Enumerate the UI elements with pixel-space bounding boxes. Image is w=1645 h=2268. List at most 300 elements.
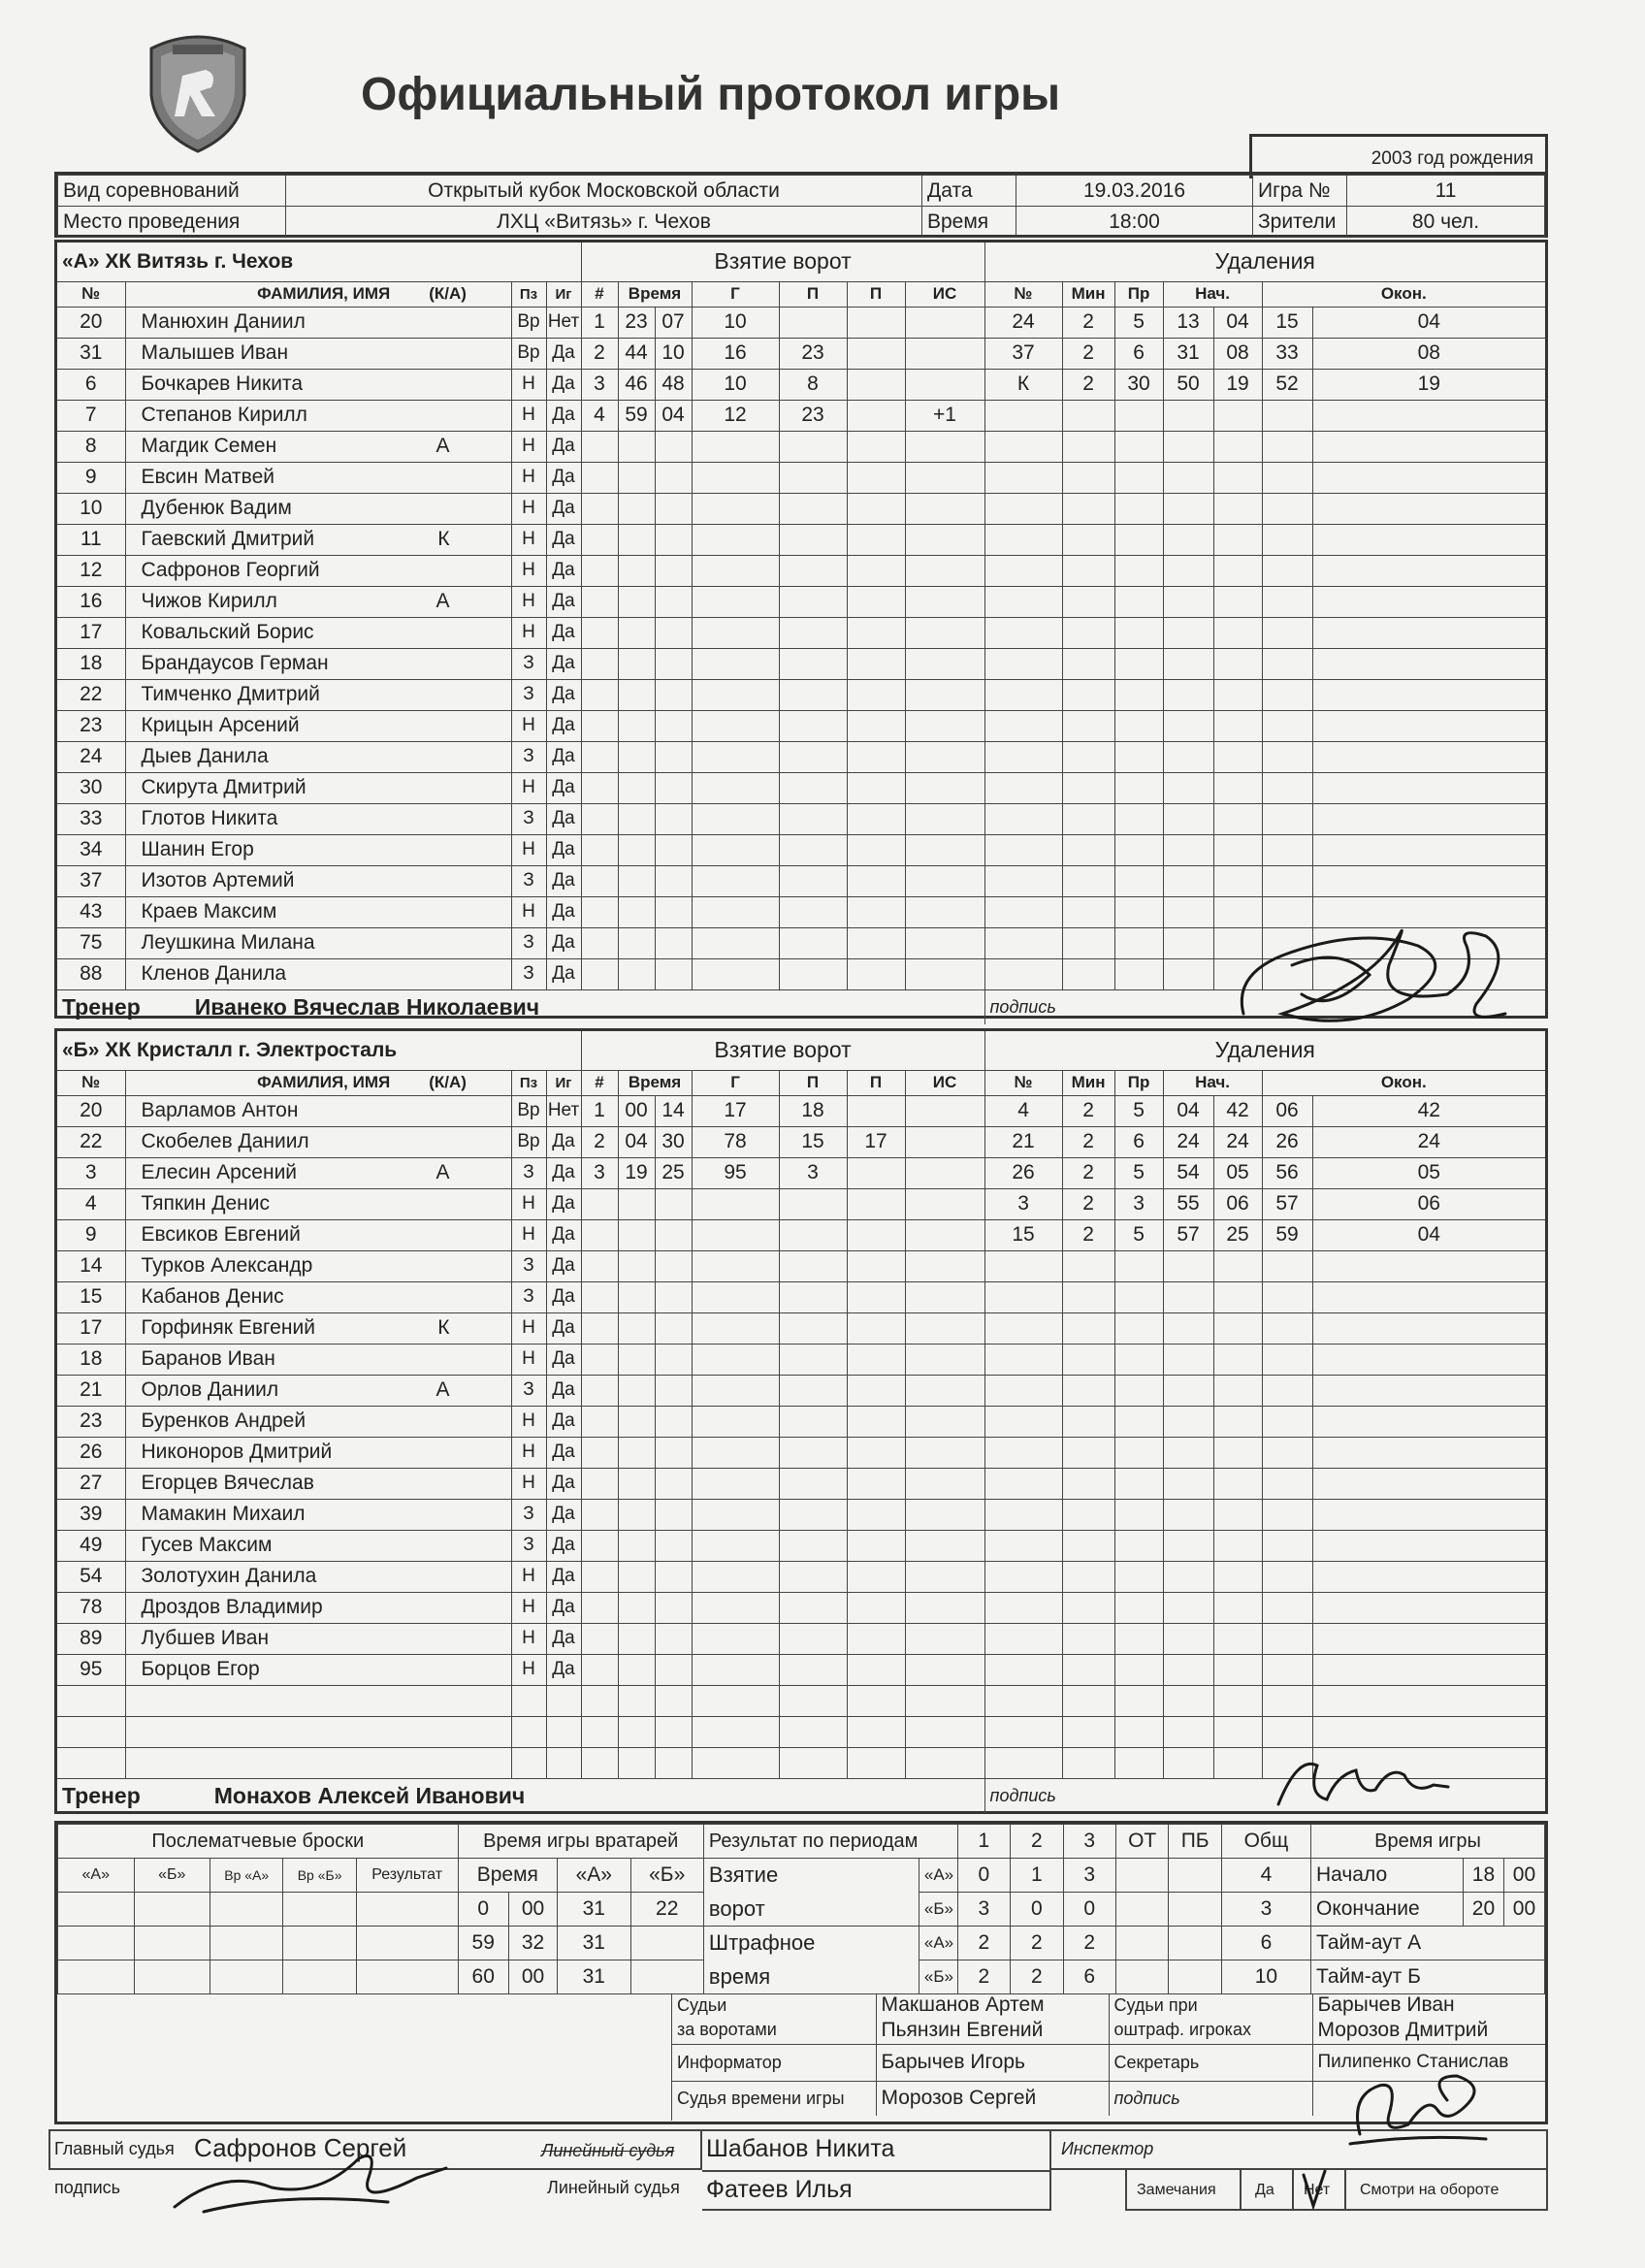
penalty-start-sec: 08 — [1213, 338, 1262, 369]
player-name-cell — [125, 307, 511, 338]
player-played: Да — [546, 586, 581, 617]
col-name — [125, 281, 511, 307]
goals-team-b: «Б» — [919, 1893, 957, 1927]
player-name: Малышев Иван — [141, 341, 289, 364]
player-row — [57, 1592, 1545, 1623]
venue-label: Место проведения — [58, 207, 286, 238]
player-row — [57, 431, 1545, 462]
col-pen-start: Нач. — [1163, 1070, 1262, 1095]
gk-row-3-sec: 00 — [508, 1960, 557, 1994]
goal-scorer: 12 — [692, 400, 779, 431]
player-name-cell — [125, 431, 511, 462]
penalty-end-min: 06 — [1262, 1095, 1312, 1126]
pim-a-pb — [1169, 1927, 1221, 1960]
player-position: Н — [511, 524, 546, 555]
col-no: № — [57, 281, 125, 307]
penalty-start-sec: 05 — [1213, 1157, 1262, 1188]
coach-sign-label: подпись — [989, 1785, 1056, 1805]
goal-scorer: 10 — [692, 307, 779, 338]
start-minute: 00 — [1503, 1859, 1544, 1893]
goal-minute: 44 — [618, 338, 655, 369]
player-name-cell — [125, 338, 511, 369]
pim-team-a: «А» — [919, 1927, 957, 1960]
col-pos: Пз — [511, 1070, 546, 1095]
pim-a-p2: 2 — [1011, 1927, 1063, 1960]
period-1-header: 1 — [957, 1825, 1010, 1859]
end-minute: 00 — [1503, 1893, 1544, 1927]
player-role: А — [435, 1378, 450, 1401]
player-number: 27 — [57, 1468, 125, 1499]
col-no: № — [57, 1070, 125, 1095]
birth-year: 2003 год рождения — [1371, 148, 1533, 169]
penalty-minutes: 2 — [1062, 1219, 1114, 1250]
player-position: З — [511, 958, 546, 989]
pim-b-total: 10 — [1221, 1960, 1310, 1994]
goals-b-pb — [1169, 1893, 1221, 1927]
penalty-end-sec: 24 — [1312, 1126, 1545, 1157]
player-row — [57, 1499, 1545, 1530]
player-number: 6 — [57, 369, 125, 400]
player-number: 18 — [57, 648, 125, 679]
player-position: Н — [511, 1406, 546, 1437]
player-name-cell — [125, 648, 511, 679]
player-name: Турков Александр — [141, 1254, 313, 1277]
goal-number: 2 — [581, 1126, 618, 1157]
gk-row-1-a: 31 — [558, 1893, 630, 1927]
player-played: Да — [546, 400, 581, 431]
player-name-cell — [125, 617, 511, 648]
player-name-cell — [125, 1375, 511, 1406]
player-number: 43 — [57, 896, 125, 927]
col-name-label: ФАМИЛИЯ, ИМЯ — [257, 284, 391, 303]
player-number: 95 — [57, 1654, 125, 1685]
col-assist-2: П — [847, 281, 905, 307]
player-position — [511, 1685, 546, 1716]
player-position: З — [511, 741, 546, 772]
player-name-cell — [125, 586, 511, 617]
gk-time-header: Время — [458, 1859, 558, 1893]
player-position: Н — [511, 1654, 546, 1685]
player-row — [57, 1406, 1545, 1437]
penalty-start-sec: 04 — [1213, 307, 1262, 338]
player-name-cell — [125, 555, 511, 586]
pim-b-p2: 2 — [1011, 1960, 1063, 1994]
goals-b-p2: 0 — [1011, 1893, 1063, 1927]
player-row — [57, 555, 1545, 586]
period-2-header: 2 — [1011, 1825, 1063, 1859]
secretary: Пилипенко Станислав — [1312, 2044, 1545, 2081]
goals-b-total: 3 — [1221, 1893, 1310, 1927]
goal-minute: 00 — [618, 1095, 655, 1126]
player-name: Скирута Дмитрий — [141, 776, 306, 798]
player-position: Н — [511, 772, 546, 803]
player-row — [57, 648, 1545, 679]
date-label: Дата — [922, 176, 1016, 207]
player-row — [57, 1095, 1545, 1126]
player-played: Да — [546, 679, 581, 710]
player-position: Н — [511, 1188, 546, 1219]
player-name: Бочкарев Никита — [141, 373, 303, 395]
player-number: 22 — [57, 1126, 125, 1157]
game-time-title: Время игры — [1310, 1825, 1544, 1859]
player-played: Да — [546, 1219, 581, 1250]
player-number: 20 — [57, 307, 125, 338]
goal-scorer: 16 — [692, 338, 779, 369]
player-name-cell — [125, 958, 511, 989]
player-row — [57, 1437, 1545, 1468]
penalty-judges-label-2: оштраф. игроках — [1109, 2017, 1312, 2044]
gk-row-1-min: 0 — [458, 1893, 508, 1927]
period-results-title: Результат по периодам — [703, 1825, 957, 1859]
col-ka-label: (К/А) — [429, 1073, 467, 1091]
player-position: Н — [511, 1592, 546, 1623]
goals-a-p3: 3 — [1063, 1859, 1115, 1893]
player-name-cell — [125, 927, 511, 958]
penalty-player: 21 — [984, 1126, 1062, 1157]
penalty-start-min: 50 — [1163, 369, 1213, 400]
goals-a-pb — [1169, 1859, 1221, 1893]
gk-a-header: «А» — [558, 1859, 630, 1893]
goals-title: Взятие ворот — [581, 243, 984, 281]
player-played: Да — [546, 462, 581, 493]
player-number: 11 — [57, 524, 125, 555]
goal-judge-2: Пьянзин Евгений — [876, 2017, 1109, 2044]
goal-assist-1: 18 — [779, 1095, 847, 1126]
player-number: 23 — [57, 1406, 125, 1437]
player-played: Да — [546, 648, 581, 679]
pim-label-2: время — [703, 1960, 919, 1994]
player-row — [57, 1654, 1545, 1685]
goals-label-1: Взятие — [703, 1859, 919, 1893]
player-position: З — [511, 865, 546, 896]
penalty-start-sec: 24 — [1213, 1126, 1262, 1157]
player-name-cell — [125, 1437, 511, 1468]
goal-scorer: 78 — [692, 1126, 779, 1157]
player-row — [57, 1344, 1545, 1375]
penalty-start-min: 13 — [1163, 307, 1213, 338]
game-no-value: 11 — [1347, 176, 1545, 207]
player-row — [57, 865, 1545, 896]
player-row — [57, 803, 1545, 834]
penalty-end-min: 26 — [1262, 1126, 1312, 1157]
player-name-cell — [125, 1126, 511, 1157]
coach-cell — [57, 989, 984, 1024]
player-name-cell — [125, 1157, 511, 1188]
competition-value: Открытый кубок Московской области — [286, 176, 922, 207]
player-number: 75 — [57, 927, 125, 958]
coach-sign-label: подпись — [989, 996, 1056, 1017]
player-played: Да — [546, 369, 581, 400]
overtime-header: ОТ — [1115, 1825, 1168, 1859]
player-name: Степанов Кирилл — [141, 404, 307, 426]
player-played: Да — [546, 1344, 581, 1375]
goal-number: 4 — [581, 400, 618, 431]
goal-assist-1 — [779, 307, 847, 338]
player-number: 17 — [57, 617, 125, 648]
goal-assist-2 — [847, 338, 905, 369]
chief-sign-label: подпись — [54, 2178, 121, 2197]
player-name-cell — [125, 1095, 511, 1126]
player-position: Н — [511, 462, 546, 493]
player-role: А — [435, 590, 450, 612]
player-played: Да — [546, 524, 581, 555]
secretary-signature-icon — [1340, 2057, 1496, 2154]
pim-a-total: 6 — [1221, 1927, 1310, 1960]
penalty-minutes: 2 — [1062, 369, 1114, 400]
goal-second: 07 — [655, 307, 692, 338]
info-header — [54, 172, 1548, 238]
player-name: Евсин Матвей — [141, 466, 274, 488]
penalty-reason: 6 — [1114, 1126, 1163, 1157]
penalty-player: 24 — [984, 307, 1062, 338]
player-name-cell — [125, 1530, 511, 1561]
gk-row-3-min: 60 — [458, 1960, 508, 1994]
pim-b-ot — [1115, 1960, 1168, 1994]
goal-strength: +1 — [905, 400, 984, 431]
game-no-label: Игра № — [1253, 176, 1347, 207]
pim-a-ot — [1115, 1927, 1168, 1960]
goal-number: 3 — [581, 369, 618, 400]
col-pen-end: Окон. — [1262, 281, 1545, 307]
player-number: 3 — [57, 1157, 125, 1188]
player-name-cell — [125, 369, 511, 400]
col-goal-time: Время — [618, 281, 692, 307]
player-row — [57, 1375, 1545, 1406]
col-name-label: ФАМИЛИЯ, ИМЯ — [257, 1073, 391, 1091]
pim-b-p1: 2 — [957, 1960, 1010, 1994]
col-played: Иг — [546, 281, 581, 307]
timekeeper-label: Судья времени игры — [677, 2088, 845, 2108]
player-name-cell — [125, 1685, 511, 1716]
penalty-player: 26 — [984, 1157, 1062, 1188]
player-row — [57, 679, 1545, 710]
player-name: Мамакин Михаил — [141, 1503, 306, 1525]
player-name-cell — [125, 1312, 511, 1344]
player-name: Борцов Егор — [141, 1658, 260, 1680]
col-pen-no: № — [984, 281, 1062, 307]
player-name: Золотухин Данила — [141, 1565, 317, 1587]
player-name-cell — [125, 896, 511, 927]
gk-row-1-sec: 00 — [508, 1893, 557, 1927]
time-label: Время — [922, 207, 1016, 238]
timekeeper: Морозов Сергей — [876, 2081, 1109, 2116]
player-position: Н — [511, 493, 546, 524]
col-name — [125, 1070, 511, 1095]
goals-b-p1: 3 — [957, 1893, 1010, 1927]
player-name: Дроздов Владимир — [141, 1596, 323, 1618]
goal-assist-1: 23 — [779, 338, 847, 369]
secretary-label: Секретарь — [1109, 2044, 1312, 2081]
gk-row-2-min: 59 — [458, 1927, 508, 1960]
col-goal-time: Время — [618, 1070, 692, 1095]
penalty-end-sec: 08 — [1312, 338, 1545, 369]
period-3-header: 3 — [1063, 1825, 1115, 1859]
so-b-header: «Б» — [134, 1859, 210, 1893]
player-number: 18 — [57, 1344, 125, 1375]
start-hour: 18 — [1464, 1859, 1504, 1893]
penalty-judge-2: Морозов Дмитрий — [1312, 2017, 1545, 2044]
player-played: Да — [546, 1499, 581, 1530]
penalty-minutes: 2 — [1062, 338, 1114, 369]
team-a-coach-signature-icon — [1224, 907, 1534, 1043]
player-position: Н — [511, 400, 546, 431]
goal-judges-label-2: за воротами — [672, 2017, 876, 2044]
player-played: Да — [546, 1592, 581, 1623]
player-number: 20 — [57, 1095, 125, 1126]
player-position: Н — [511, 834, 546, 865]
player-number: 26 — [57, 1437, 125, 1468]
col-goal-no: # — [581, 1070, 618, 1095]
goal-number: 3 — [581, 1157, 618, 1188]
informer: Барычев Игорь — [876, 2044, 1109, 2081]
player-name: Евсиков Евгений — [141, 1223, 301, 1246]
player-played: Да — [546, 555, 581, 586]
player-number: 54 — [57, 1561, 125, 1592]
player-played: Да — [546, 772, 581, 803]
player-name: Буренков Андрей — [141, 1409, 306, 1432]
penalty-start-sec: 42 — [1213, 1095, 1262, 1126]
player-name: Баранов Иван — [141, 1347, 275, 1370]
goal-scorer: 10 — [692, 369, 779, 400]
col-strength: ИС — [905, 281, 984, 307]
player-played: Да — [546, 1157, 581, 1188]
player-played: Да — [546, 927, 581, 958]
player-name-cell — [125, 1281, 511, 1312]
penalty-start-sec: 19 — [1213, 369, 1262, 400]
penalty-end-min: 15 — [1262, 307, 1312, 338]
player-number: 39 — [57, 1499, 125, 1530]
penalties-title: Удаления — [984, 1031, 1545, 1070]
goal-assist-1: 8 — [779, 369, 847, 400]
time-value: 18:00 — [1016, 207, 1253, 238]
team-title: «А» ХК Витязь г. Чехов — [57, 243, 581, 281]
player-position: Вр — [511, 338, 546, 369]
player-position: Н — [511, 555, 546, 586]
checkmark-icon — [1300, 2169, 1329, 2210]
player-row — [57, 462, 1545, 493]
player-row — [57, 834, 1545, 865]
penalty-end-min: 56 — [1262, 1157, 1312, 1188]
player-position: Н — [511, 431, 546, 462]
penalty-start-sec: 06 — [1213, 1188, 1262, 1219]
player-name-cell — [125, 803, 511, 834]
timeout-b-label: Тайм-аут Б — [1310, 1960, 1544, 1994]
penalty-start-min: 24 — [1163, 1126, 1213, 1157]
goal-assist-2: 17 — [847, 1126, 905, 1157]
gk-row-2-a: 31 — [558, 1927, 630, 1960]
penalty-start-sec: 25 — [1213, 1219, 1262, 1250]
player-name-cell — [125, 741, 511, 772]
player-number: 89 — [57, 1623, 125, 1654]
player-played: Да — [546, 1312, 581, 1344]
player-position: Вр — [511, 1095, 546, 1126]
penalty-end-min: 33 — [1262, 338, 1312, 369]
chief-referee-signature-icon — [165, 2139, 456, 2217]
player-name-cell — [125, 462, 511, 493]
penalty-start-min: 31 — [1163, 338, 1213, 369]
team-title: «Б» ХК Кристалл г. Электросталь — [57, 1031, 581, 1070]
player-name: Кабанов Денис — [141, 1285, 284, 1308]
player-name: Изотов Артемий — [141, 869, 295, 891]
player-name: Никоноров Дмитрий — [141, 1441, 333, 1463]
pim-b-pb — [1169, 1960, 1221, 1994]
penalty-minutes: 2 — [1062, 307, 1114, 338]
player-row — [57, 1530, 1545, 1561]
player-number: 24 — [57, 741, 125, 772]
player-role: А — [435, 435, 450, 457]
goal-strength — [905, 1157, 984, 1188]
penalty-reason: 5 — [1114, 1095, 1163, 1126]
player-name: Дубенюк Вадим — [141, 497, 292, 519]
penalty-judges-label-1: Судьи при — [1109, 1993, 1312, 2017]
player-name: Леушкина Милана — [141, 931, 315, 954]
penalty-player: 37 — [984, 338, 1062, 369]
penalty-end-sec: 06 — [1312, 1188, 1545, 1219]
linesman-2: Фатеев Илья — [706, 2176, 853, 2203]
inspector-label: Инспектор — [1061, 2139, 1154, 2158]
spectators-value: 80 чел. — [1347, 207, 1545, 238]
player-row — [57, 586, 1545, 617]
so-gk-a-header: Вр «А» — [210, 1859, 283, 1893]
player-position: З — [511, 1250, 546, 1281]
player-name: Елесин Арсений — [141, 1161, 298, 1183]
player-position: З — [511, 1375, 546, 1406]
shootout-header: ПБ — [1169, 1825, 1221, 1859]
player-name-cell — [125, 1250, 511, 1281]
shootout-title: Послематчевые броски — [58, 1825, 459, 1859]
player-row — [57, 1716, 1545, 1747]
penalty-end-min: 59 — [1262, 1219, 1312, 1250]
col-goal-scorer: Г — [692, 1070, 779, 1095]
player-role: К — [437, 1316, 450, 1339]
player-row — [57, 1126, 1545, 1157]
end-hour: 20 — [1464, 1893, 1504, 1927]
goals-team-a: «А» — [919, 1859, 957, 1893]
player-position: З — [511, 1281, 546, 1312]
pim-a-p1: 2 — [957, 1927, 1010, 1960]
goals-a-ot — [1115, 1859, 1168, 1893]
informer-label: Информатор — [672, 2044, 876, 2081]
player-name: Егорцев Вячеслав — [141, 1472, 314, 1494]
player-number: 12 — [57, 555, 125, 586]
goal-second: 14 — [655, 1095, 692, 1126]
goal-assist-2 — [847, 400, 905, 431]
player-played: Да — [546, 338, 581, 369]
goal-second: 04 — [655, 400, 692, 431]
gk-row-2-b — [630, 1927, 703, 1960]
player-number: 88 — [57, 958, 125, 989]
player-name-cell — [125, 772, 511, 803]
end-label: Окончание — [1310, 1893, 1463, 1927]
player-row — [57, 338, 1545, 369]
player-name-cell — [125, 1561, 511, 1592]
col-assist-1: П — [779, 281, 847, 307]
coach-signature-cell — [984, 1778, 1545, 1813]
player-row — [57, 772, 1545, 803]
player-name: Манюхин Даниил — [141, 310, 306, 333]
gk-row-3-b — [630, 1960, 703, 1994]
player-number: 9 — [57, 462, 125, 493]
player-position: Н — [511, 710, 546, 741]
player-played: Да — [546, 741, 581, 772]
team-a-section — [54, 240, 1548, 1019]
player-row — [57, 524, 1545, 555]
player-number: 17 — [57, 1312, 125, 1344]
goals-a-p2: 1 — [1011, 1859, 1063, 1893]
linesman-label-struck: Линейный судья — [541, 2141, 675, 2160]
player-row — [57, 1623, 1545, 1654]
penalty-reason: 5 — [1114, 1219, 1163, 1250]
